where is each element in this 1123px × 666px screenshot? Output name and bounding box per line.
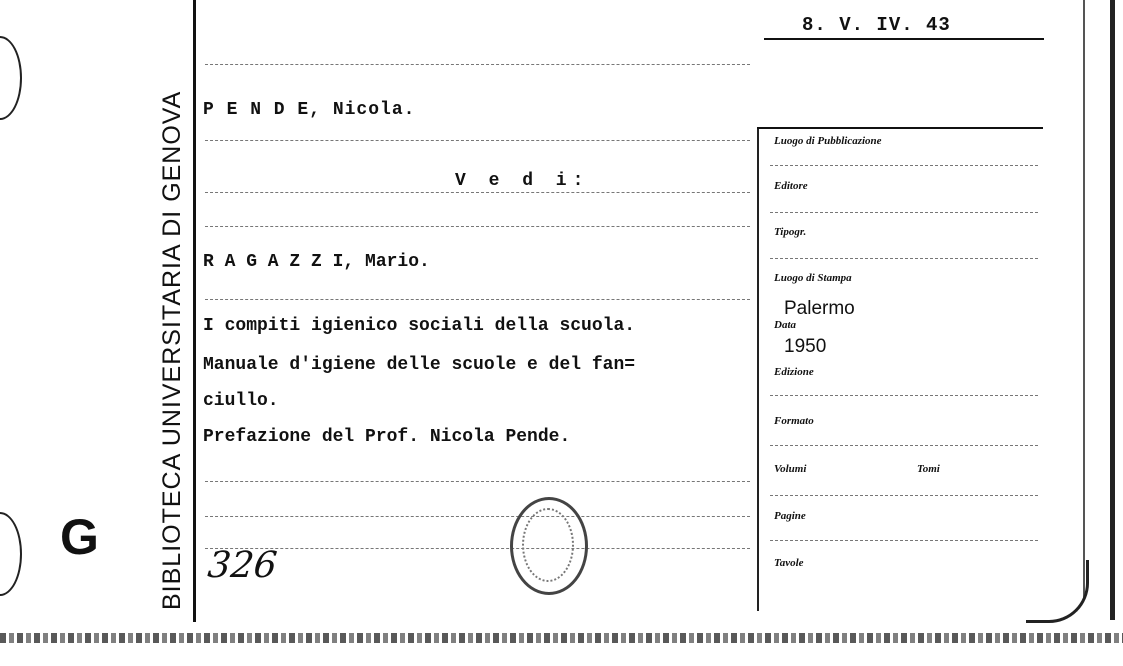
title-line-1: I compiti igienico sociali della scuola. xyxy=(203,316,636,336)
label-luogo-pubblicazione: Luogo di Pubblicazione xyxy=(774,135,882,147)
shelfmark: 8. V. IV. 43 xyxy=(802,14,951,36)
bottom-edge xyxy=(0,633,1123,643)
value-data: 1950 xyxy=(784,336,827,357)
guide-line xyxy=(205,516,750,517)
value-luogo-stampa: Palermo xyxy=(784,298,855,319)
shelfmark-underline xyxy=(764,38,1044,40)
guide-line xyxy=(205,226,750,227)
label-tipogr: Tipogr. xyxy=(774,226,807,238)
guide-line xyxy=(205,481,750,482)
label-edizione: Edizione xyxy=(774,366,814,378)
form-line xyxy=(770,445,1038,446)
label-formato: Formato xyxy=(774,415,814,427)
label-luogo-stampa: Luogo di Stampa xyxy=(774,272,852,284)
referenced-author: R A G A Z Z I, Mario. xyxy=(203,252,430,272)
form-line xyxy=(770,165,1038,166)
left-margin-rule xyxy=(193,0,196,622)
form-line xyxy=(770,212,1038,213)
label-pagine: Pagine xyxy=(774,510,806,522)
guide-line xyxy=(205,548,750,549)
form-line xyxy=(770,258,1038,259)
library-initial: G xyxy=(60,509,99,565)
label-tavole: Tavole xyxy=(774,557,804,569)
form-line xyxy=(770,495,1038,496)
title-line-3: ciullo. xyxy=(203,391,279,411)
label-data: Data xyxy=(774,319,796,331)
see-reference: V e d i: xyxy=(455,171,590,191)
guide-line xyxy=(205,192,750,193)
label-tomi: Tomi xyxy=(917,463,940,475)
label-volumi: Volumi xyxy=(774,463,807,475)
title-line-4: Prefazione del Prof. Nicola Pende. xyxy=(203,427,571,447)
guide-line xyxy=(205,140,750,141)
label-editore: Editore xyxy=(774,180,808,192)
handwritten-call-number: 326 xyxy=(205,545,279,586)
entry-author: P E N D E, Nicola. xyxy=(203,100,416,120)
form-line xyxy=(770,395,1038,396)
form-top-rule xyxy=(757,127,1043,129)
oval-stamp-inner xyxy=(522,508,574,582)
punch-hole-top xyxy=(0,36,22,120)
guide-line xyxy=(205,64,750,65)
form-line xyxy=(770,540,1038,541)
guide-line xyxy=(205,299,750,300)
library-name-vertical: BIBLIOTECA UNIVERSITARIA DI GENOVA xyxy=(158,90,186,610)
punch-hole-bottom xyxy=(0,512,22,596)
title-line-2: Manuale d'igiene delle scuole e del fan= xyxy=(203,355,636,375)
right-border xyxy=(1110,0,1115,620)
right-border-inner xyxy=(1083,0,1085,600)
